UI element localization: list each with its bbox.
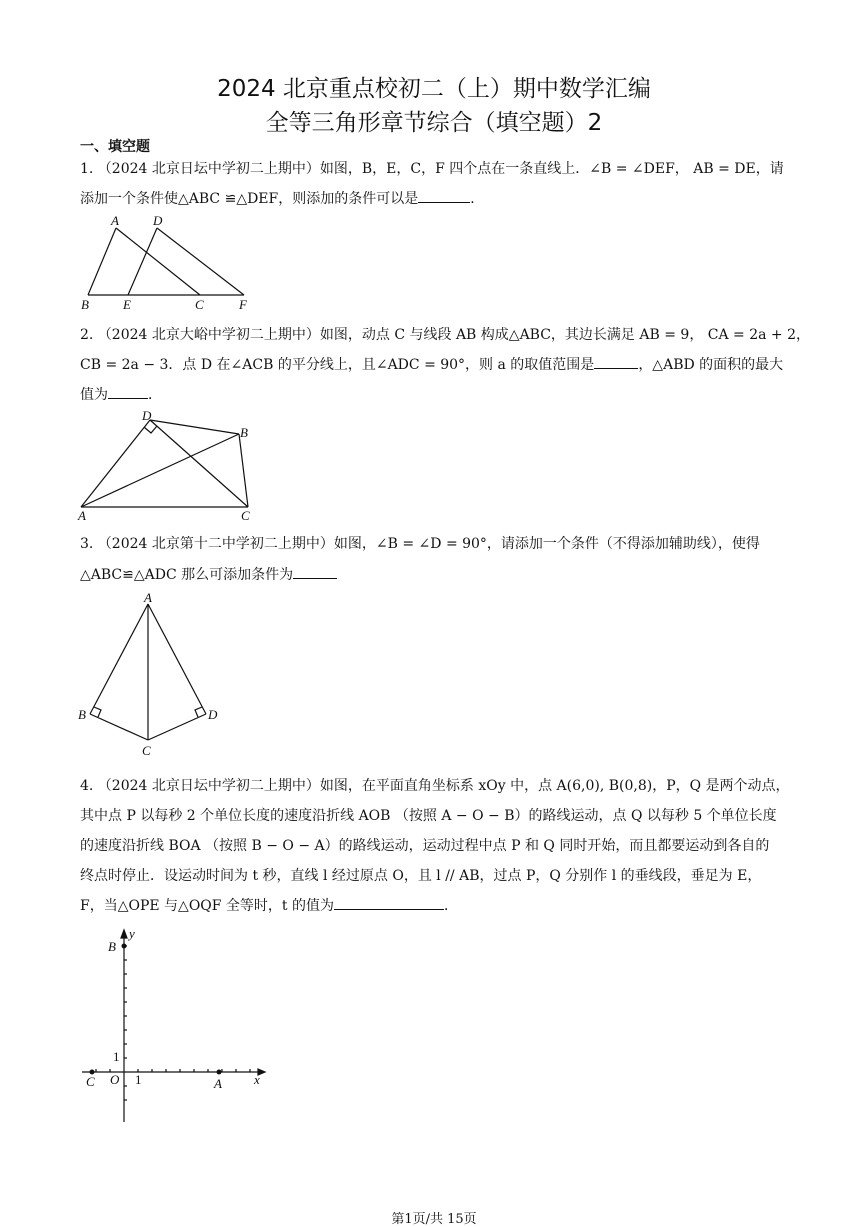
q2-label-D: D xyxy=(142,408,152,423)
q3-answer-blank[interactable] xyxy=(293,564,337,579)
q4-label-A: A xyxy=(214,1076,222,1091)
q2-line3 xyxy=(80,384,162,404)
q4-point-A xyxy=(217,1070,222,1075)
q4-coordinate-figure xyxy=(76,926,276,1126)
section-heading: 一、填空题 xyxy=(80,139,150,155)
q3-label-D: D xyxy=(208,707,218,722)
q3-line2-text: △ABC≌△ADC 那么可添加条件为 xyxy=(80,567,294,583)
q4-line3: 的速度沿折线 BOA （按照 B − O − A）的路线运动，运动过程中点 P 和 Q 同时开始，而且都要运动到各自的 xyxy=(80,838,770,854)
q2-label-C: C xyxy=(241,508,250,523)
q1-answer-blank[interactable] xyxy=(418,188,470,203)
q4-tail: ． xyxy=(444,898,459,914)
q1-label-E: E xyxy=(123,297,131,312)
q4-line1: 4. （2024 北京日坛中学初二上期中）如图，在平面直角坐标系 xOy 中，点 A(6,0), B(0,8)，P，Q 是两个动点， xyxy=(80,778,790,794)
q2-answer-blank-1[interactable] xyxy=(594,354,638,369)
q2-label-B: B xyxy=(240,425,248,440)
q3-label-C: C xyxy=(142,743,151,758)
q1-label-C: C xyxy=(195,297,204,312)
q2-line2-rest: ，△ABD 的面积的最大 xyxy=(638,357,784,373)
document-title-line1: 2024 北京重点校初二（上）期中数学汇编 xyxy=(217,76,651,102)
q1-label-B: B xyxy=(81,297,89,312)
q2-figure xyxy=(78,408,258,523)
q2-answer-blank-2[interactable] xyxy=(108,384,148,399)
q4-answer-blank[interactable] xyxy=(334,895,444,910)
q2-line1: 2. （2024 北京大峪中学初二上期中）如图，动点 C 与线段 AB 构成△ABC，其边长满足 AB = 9， CA = 2a + 2， xyxy=(80,327,811,343)
q4-label-one-y: 1 xyxy=(113,1049,120,1064)
q3-label-A: A xyxy=(144,590,152,605)
q2-line2 xyxy=(80,354,783,374)
q3-figure xyxy=(76,590,226,760)
q3-line2 xyxy=(80,564,337,584)
q1-figure xyxy=(78,214,258,314)
q4-line5-text: F，当△OPE 与△OQF 全等时，t 的值为 xyxy=(80,898,335,914)
q4-label-one-x: 1 xyxy=(135,1072,142,1087)
q4-line2: 其中点 P 以每秒 2 个单位长度的速度沿折线 AOB （按照 A − O − B）的路线运动，点 Q 以每秒 5 个单位长度 xyxy=(80,808,777,824)
q1-label-D: D xyxy=(153,213,163,228)
q4-label-O: O xyxy=(110,1072,120,1087)
q3-label-B: B xyxy=(78,707,86,722)
document-title-line2: 全等三角形章节综合（填空题）2 xyxy=(265,110,603,136)
q4-label-C: C xyxy=(86,1074,95,1089)
q4-line5 xyxy=(80,895,458,915)
q2-tail: ． xyxy=(148,387,162,403)
q4-label-B: B xyxy=(108,939,116,954)
q2-line2-text: CB = 2a − 3．点 D 在∠ACB 的平分线上，且∠ADC = 90°，则 a 的取值范围是 xyxy=(80,357,595,373)
q1-line2 xyxy=(80,188,484,208)
q1-label-A: A xyxy=(111,213,119,228)
q2-line3-text: 值为 xyxy=(80,387,108,403)
q3-line1: 3. （2024 北京第十二中学初二上期中）如图，∠B = ∠D = 90°，请添加一个条件（不得添加辅助线），使得 xyxy=(80,536,760,552)
q4-label-x: x xyxy=(254,1072,260,1087)
q4-line4: 终点时停止．设运动时间为 t 秒，直线 l 经过原点 O，且 l // AB，过点 P，Q 分别作 l 的垂线段，垂足为 E， xyxy=(80,868,762,884)
q1-line2-text: 添加一个条件使△ABC ≌△DEF，则添加的条件可以是 xyxy=(80,191,419,207)
page-footer: 第1页/共 15页 xyxy=(391,1212,477,1227)
q4-point-B xyxy=(122,944,127,949)
q2-label-A: A xyxy=(78,508,86,523)
q1-tail: ． xyxy=(470,191,485,207)
q4-label-y: y xyxy=(129,926,135,941)
q1-line1: 1. （2024 北京日坛中学初二上期中）如图，B，E，C，F 四个点在一条直线上．∠B = ∠DEF， AB = DE，请 xyxy=(80,161,784,177)
q1-label-F: F xyxy=(239,297,247,312)
